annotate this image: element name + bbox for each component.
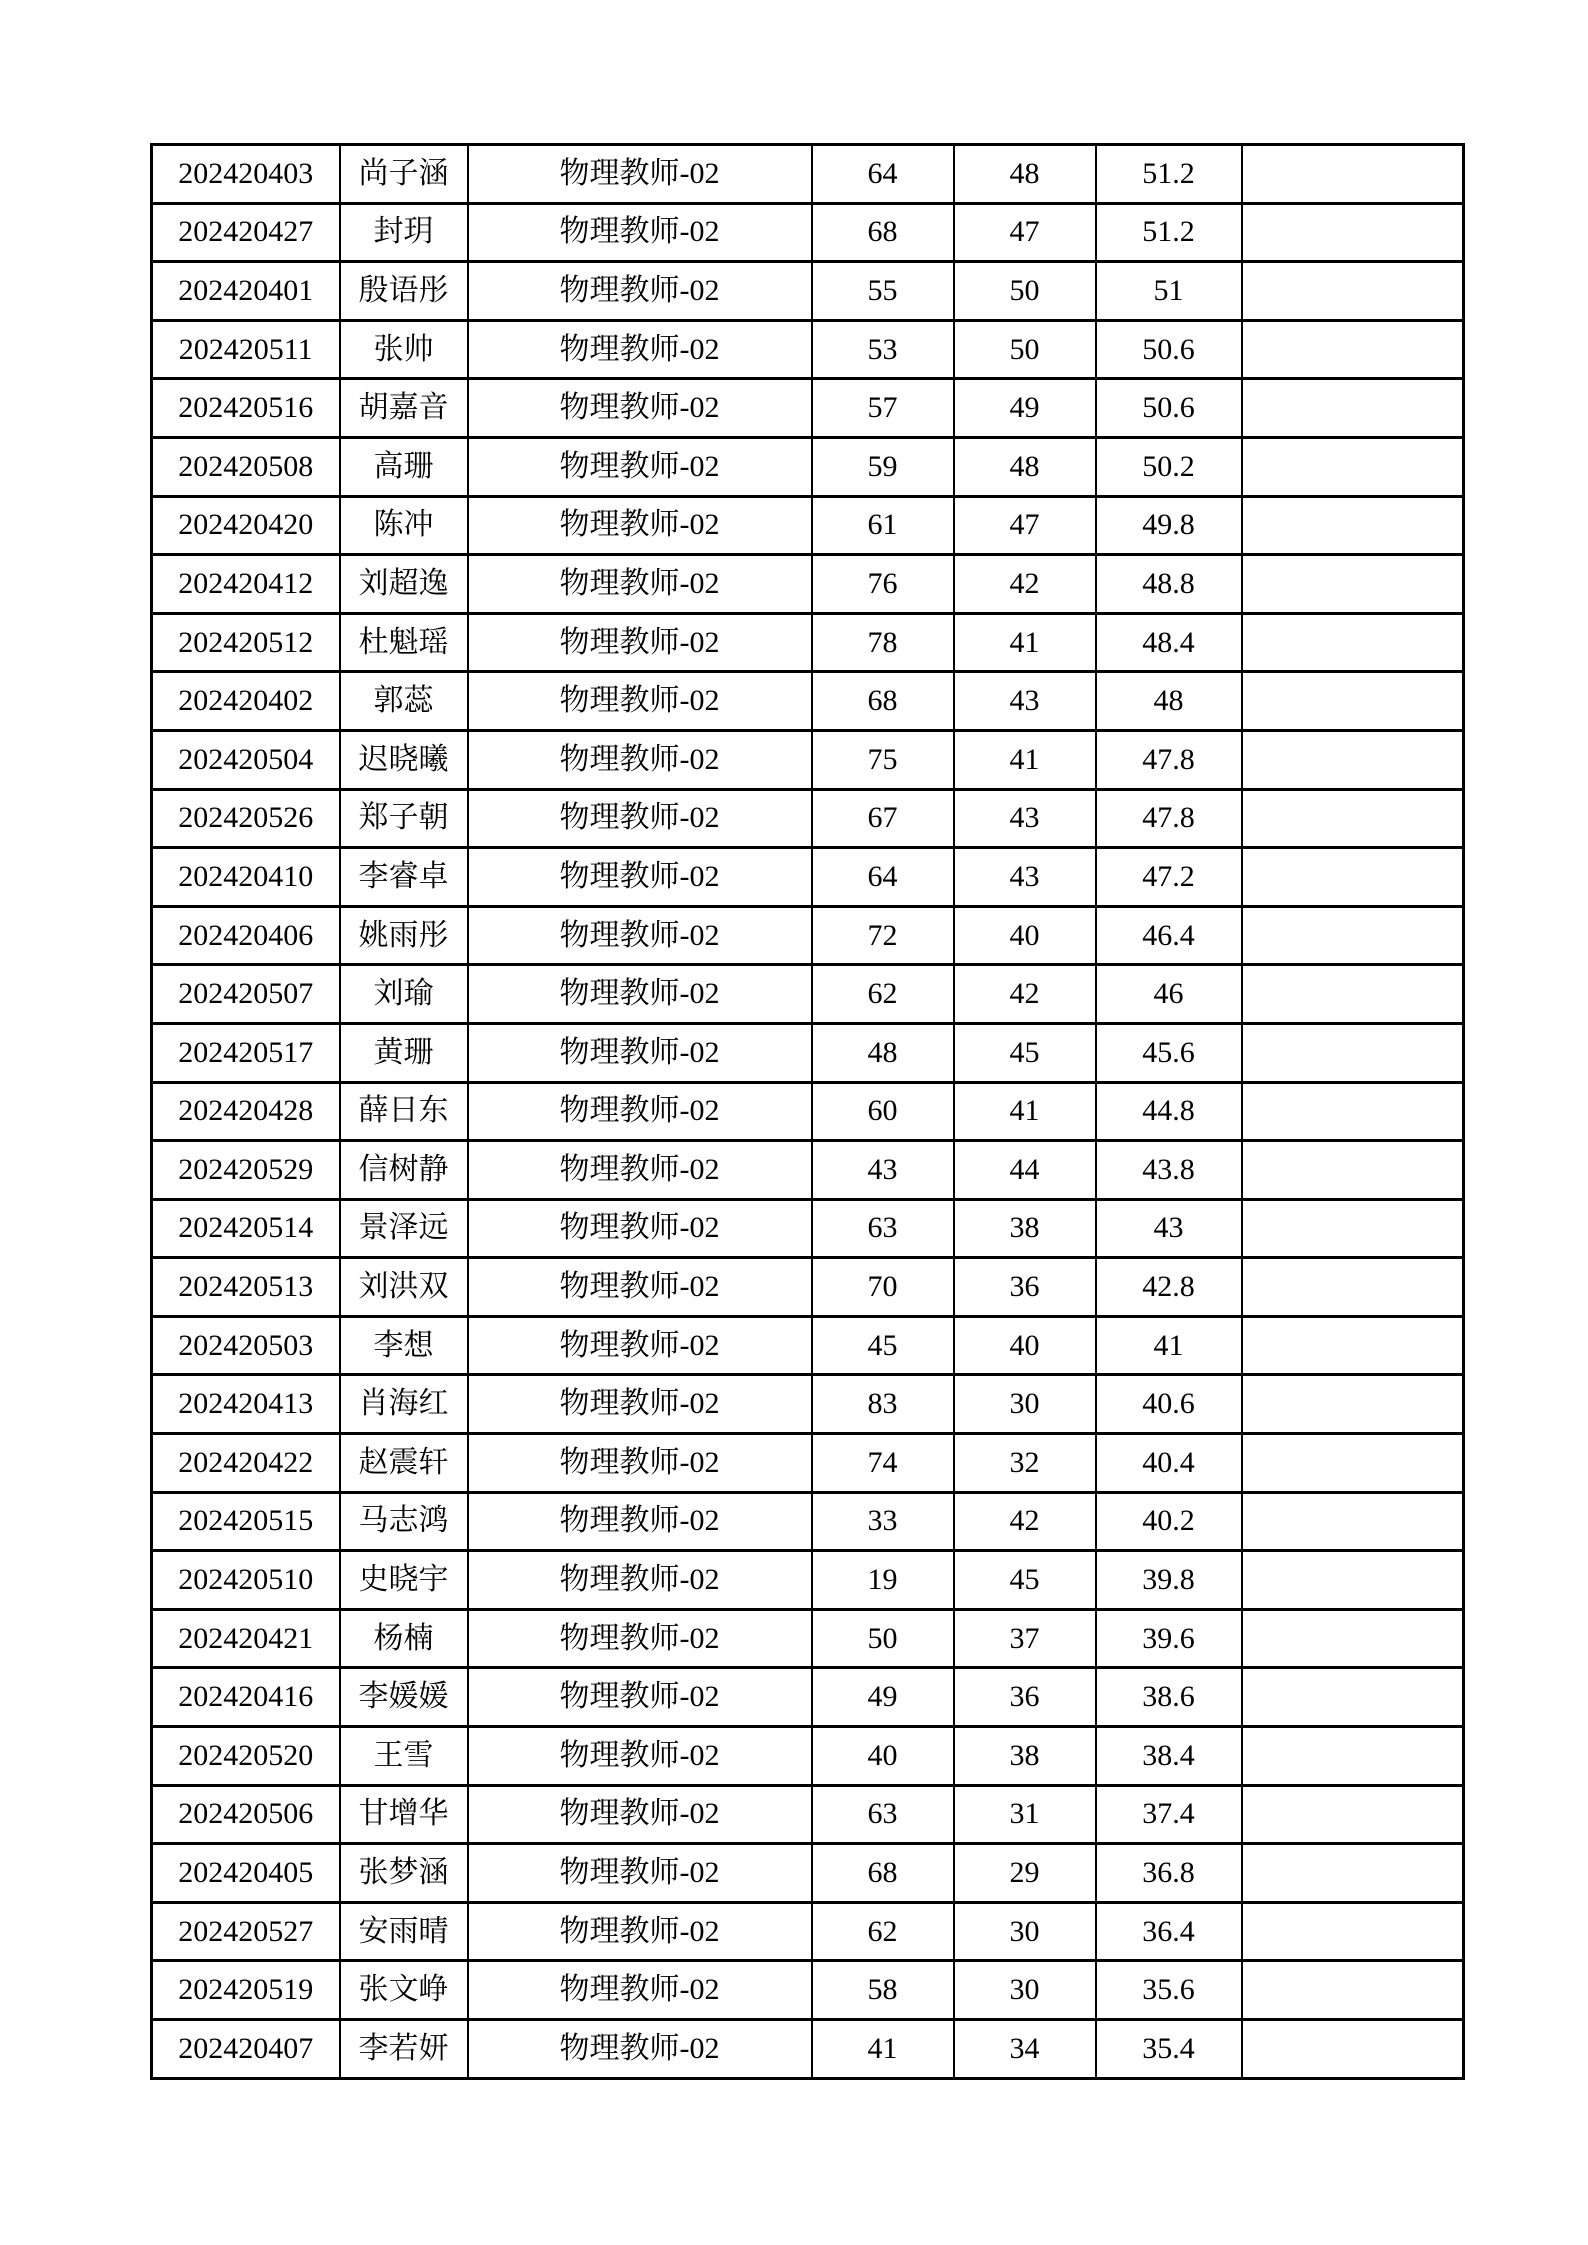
cell-position: 物理教师-02 [468,672,812,731]
cell-interview_score: 43 [954,848,1096,907]
cell-remark [1242,1727,1464,1786]
cell-position: 物理教师-02 [468,1023,812,1082]
cell-candidate_id: 202420402 [152,672,340,731]
cell-candidate_id: 202420511 [152,320,340,379]
cell-position: 物理教师-02 [468,1492,812,1551]
cell-name: 黄珊 [340,1023,468,1082]
cell-interview_score: 45 [954,1551,1096,1610]
cell-candidate_id: 202420516 [152,379,340,438]
table-row [152,2020,1464,2079]
cell-candidate_id: 202420517 [152,1023,340,1082]
cell-candidate_id: 202420504 [152,730,340,789]
cell-total_score: 36.8 [1096,1844,1242,1903]
cell-candidate_id: 202420416 [152,1668,340,1727]
cell-total_score: 46.4 [1096,906,1242,965]
cell-candidate_id: 202420403 [152,145,340,204]
cell-written_score: 67 [812,789,954,848]
table-row [152,1375,1464,1434]
cell-name: 殷语彤 [340,262,468,321]
cell-candidate_id: 202420519 [152,1961,340,2020]
cell-written_score: 33 [812,1492,954,1551]
cell-position: 物理教师-02 [468,145,812,204]
cell-candidate_id: 202420513 [152,1258,340,1317]
cell-name: 李睿卓 [340,848,468,907]
cell-interview_score: 42 [954,555,1096,614]
cell-written_score: 68 [812,1844,954,1903]
cell-candidate_id: 202420510 [152,1551,340,1610]
cell-name: 郭蕊 [340,672,468,731]
cell-written_score: 62 [812,1902,954,1961]
cell-name: 尚子涵 [340,145,468,204]
cell-interview_score: 47 [954,496,1096,555]
cell-interview_score: 43 [954,789,1096,848]
cell-interview_score: 50 [954,262,1096,321]
results-table-body [152,145,1464,2079]
cell-candidate_id: 202420410 [152,848,340,907]
cell-remark [1242,437,1464,496]
cell-position: 物理教师-02 [468,203,812,262]
cell-interview_score: 41 [954,1082,1096,1141]
cell-candidate_id: 202420427 [152,203,340,262]
cell-total_score: 36.4 [1096,1902,1242,1961]
cell-interview_score: 34 [954,2020,1096,2079]
table-row [152,1727,1464,1786]
cell-total_score: 47.2 [1096,848,1242,907]
cell-candidate_id: 202420421 [152,1609,340,1668]
cell-name: 郑子朝 [340,789,468,848]
cell-candidate_id: 202420422 [152,1434,340,1493]
cell-written_score: 40 [812,1727,954,1786]
cell-position: 物理教师-02 [468,379,812,438]
cell-position: 物理教师-02 [468,1609,812,1668]
table-row [152,613,1464,672]
cell-remark [1242,2020,1464,2079]
cell-total_score: 50.6 [1096,379,1242,438]
table-row [152,379,1464,438]
cell-total_score: 35.4 [1096,2020,1242,2079]
cell-remark [1242,145,1464,204]
cell-candidate_id: 202420413 [152,1375,340,1434]
cell-total_score: 40.2 [1096,1492,1242,1551]
cell-remark [1242,320,1464,379]
cell-name: 李想 [340,1316,468,1375]
cell-remark [1242,848,1464,907]
cell-interview_score: 44 [954,1141,1096,1200]
cell-remark [1242,1609,1464,1668]
table-row [152,555,1464,614]
cell-name: 张文峥 [340,1961,468,2020]
table-row [152,1082,1464,1141]
cell-candidate_id: 202420428 [152,1082,340,1141]
cell-name: 封玥 [340,203,468,262]
table-row [152,672,1464,731]
cell-written_score: 64 [812,848,954,907]
cell-position: 物理教师-02 [468,1902,812,1961]
cell-total_score: 45.6 [1096,1023,1242,1082]
cell-interview_score: 43 [954,672,1096,731]
cell-candidate_id: 202420526 [152,789,340,848]
cell-written_score: 19 [812,1551,954,1610]
cell-total_score: 46 [1096,965,1242,1024]
cell-written_score: 60 [812,1082,954,1141]
cell-total_score: 44.8 [1096,1082,1242,1141]
cell-name: 景泽远 [340,1199,468,1258]
cell-candidate_id: 202420515 [152,1492,340,1551]
cell-remark [1242,1785,1464,1844]
cell-position: 物理教师-02 [468,496,812,555]
cell-position: 物理教师-02 [468,1961,812,2020]
cell-interview_score: 36 [954,1258,1096,1317]
cell-total_score: 50.2 [1096,437,1242,496]
cell-remark [1242,730,1464,789]
cell-written_score: 74 [812,1434,954,1493]
cell-written_score: 63 [812,1199,954,1258]
cell-candidate_id: 202420529 [152,1141,340,1200]
table-row [152,789,1464,848]
table-row [152,1199,1464,1258]
cell-total_score: 48.4 [1096,613,1242,672]
cell-position: 物理教师-02 [468,730,812,789]
cell-total_score: 47.8 [1096,789,1242,848]
cell-interview_score: 40 [954,1316,1096,1375]
cell-candidate_id: 202420407 [152,2020,340,2079]
cell-candidate_id: 202420401 [152,262,340,321]
table-row [152,1785,1464,1844]
cell-name: 刘瑜 [340,965,468,1024]
cell-position: 物理教师-02 [468,2020,812,2079]
cell-interview_score: 50 [954,320,1096,379]
table-row [152,496,1464,555]
cell-name: 史晓宇 [340,1551,468,1610]
table-row [152,1902,1464,1961]
cell-written_score: 59 [812,437,954,496]
cell-candidate_id: 202420503 [152,1316,340,1375]
cell-name: 王雪 [340,1727,468,1786]
cell-name: 李媛媛 [340,1668,468,1727]
cell-interview_score: 48 [954,145,1096,204]
table-row [152,848,1464,907]
cell-name: 李若妍 [340,2020,468,2079]
cell-interview_score: 32 [954,1434,1096,1493]
cell-interview_score: 29 [954,1844,1096,1903]
cell-written_score: 83 [812,1375,954,1434]
cell-interview_score: 36 [954,1668,1096,1727]
table-row [152,965,1464,1024]
cell-written_score: 62 [812,965,954,1024]
cell-remark [1242,1258,1464,1317]
table-row [152,1316,1464,1375]
cell-remark [1242,496,1464,555]
cell-total_score: 49.8 [1096,496,1242,555]
cell-total_score: 39.6 [1096,1609,1242,1668]
cell-candidate_id: 202420512 [152,613,340,672]
cell-name: 刘洪双 [340,1258,468,1317]
cell-candidate_id: 202420506 [152,1785,340,1844]
cell-candidate_id: 202420520 [152,1727,340,1786]
cell-interview_score: 49 [954,379,1096,438]
cell-position: 物理教师-02 [468,906,812,965]
cell-name: 杨楠 [340,1609,468,1668]
cell-written_score: 50 [812,1609,954,1668]
cell-interview_score: 38 [954,1727,1096,1786]
cell-name: 张帅 [340,320,468,379]
cell-position: 物理教师-02 [468,1551,812,1610]
cell-position: 物理教师-02 [468,613,812,672]
cell-position: 物理教师-02 [468,1844,812,1903]
cell-remark [1242,1434,1464,1493]
cell-name: 甘增华 [340,1785,468,1844]
cell-candidate_id: 202420412 [152,555,340,614]
cell-name: 高珊 [340,437,468,496]
table-row [152,1141,1464,1200]
cell-position: 物理教师-02 [468,262,812,321]
cell-candidate_id: 202420420 [152,496,340,555]
table-row [152,1258,1464,1317]
cell-written_score: 63 [812,1785,954,1844]
cell-written_score: 41 [812,2020,954,2079]
cell-name: 赵震轩 [340,1434,468,1493]
cell-position: 物理教师-02 [468,1141,812,1200]
table-row [152,1492,1464,1551]
cell-written_score: 49 [812,1668,954,1727]
cell-position: 物理教师-02 [468,789,812,848]
cell-total_score: 43 [1096,1199,1242,1258]
cell-remark [1242,1082,1464,1141]
cell-remark [1242,1902,1464,1961]
cell-remark [1242,672,1464,731]
cell-remark [1242,1844,1464,1903]
cell-interview_score: 30 [954,1961,1096,2020]
cell-interview_score: 47 [954,203,1096,262]
table-row [152,320,1464,379]
table-row [152,906,1464,965]
cell-interview_score: 40 [954,906,1096,965]
cell-written_score: 70 [812,1258,954,1317]
cell-position: 物理教师-02 [468,848,812,907]
cell-written_score: 68 [812,203,954,262]
cell-remark [1242,1199,1464,1258]
cell-position: 物理教师-02 [468,320,812,379]
table-row [152,145,1464,204]
cell-interview_score: 31 [954,1785,1096,1844]
cell-name: 肖海红 [340,1375,468,1434]
cell-written_score: 64 [812,145,954,204]
cell-remark [1242,1492,1464,1551]
cell-written_score: 72 [812,906,954,965]
table-row [152,1609,1464,1668]
cell-name: 迟晓曦 [340,730,468,789]
table-row [152,1668,1464,1727]
cell-remark [1242,906,1464,965]
cell-total_score: 39.8 [1096,1551,1242,1610]
cell-remark [1242,1551,1464,1610]
cell-written_score: 55 [812,262,954,321]
cell-total_score: 40.4 [1096,1434,1242,1493]
cell-position: 物理教师-02 [468,1199,812,1258]
cell-name: 刘超逸 [340,555,468,614]
cell-name: 马志鸿 [340,1492,468,1551]
cell-position: 物理教师-02 [468,1668,812,1727]
cell-total_score: 51.2 [1096,145,1242,204]
cell-interview_score: 30 [954,1902,1096,1961]
cell-total_score: 48 [1096,672,1242,731]
cell-written_score: 68 [812,672,954,731]
cell-remark [1242,1961,1464,2020]
cell-name: 张梦涵 [340,1844,468,1903]
cell-position: 物理教师-02 [468,1785,812,1844]
results-table [150,143,1465,2080]
cell-total_score: 42.8 [1096,1258,1242,1317]
cell-remark [1242,1668,1464,1727]
cell-written_score: 43 [812,1141,954,1200]
cell-candidate_id: 202420406 [152,906,340,965]
cell-remark [1242,203,1464,262]
cell-interview_score: 42 [954,965,1096,1024]
table-row [152,1961,1464,2020]
cell-total_score: 43.8 [1096,1141,1242,1200]
cell-written_score: 75 [812,730,954,789]
cell-written_score: 48 [812,1023,954,1082]
cell-remark [1242,965,1464,1024]
cell-total_score: 48.8 [1096,555,1242,614]
cell-total_score: 41 [1096,1316,1242,1375]
cell-total_score: 38.6 [1096,1668,1242,1727]
cell-total_score: 47.8 [1096,730,1242,789]
table-row [152,730,1464,789]
cell-interview_score: 41 [954,613,1096,672]
cell-remark [1242,1141,1464,1200]
cell-remark [1242,613,1464,672]
cell-position: 物理教师-02 [468,1434,812,1493]
table-row [152,437,1464,496]
cell-name: 杜魁瑶 [340,613,468,672]
cell-candidate_id: 202420405 [152,1844,340,1903]
cell-interview_score: 38 [954,1199,1096,1258]
cell-written_score: 53 [812,320,954,379]
cell-remark [1242,1316,1464,1375]
cell-total_score: 50.6 [1096,320,1242,379]
cell-candidate_id: 202420507 [152,965,340,1024]
table-row [152,262,1464,321]
table-row [152,1434,1464,1493]
table-row [152,1551,1464,1610]
cell-written_score: 76 [812,555,954,614]
cell-interview_score: 41 [954,730,1096,789]
cell-remark [1242,1023,1464,1082]
cell-remark [1242,1375,1464,1434]
cell-total_score: 51.2 [1096,203,1242,262]
cell-interview_score: 45 [954,1023,1096,1082]
cell-name: 姚雨彤 [340,906,468,965]
cell-total_score: 38.4 [1096,1727,1242,1786]
cell-remark [1242,555,1464,614]
cell-candidate_id: 202420527 [152,1902,340,1961]
cell-name: 信树静 [340,1141,468,1200]
cell-interview_score: 37 [954,1609,1096,1668]
cell-remark [1242,789,1464,848]
cell-name: 安雨晴 [340,1902,468,1961]
cell-total_score: 35.6 [1096,1961,1242,2020]
cell-written_score: 61 [812,496,954,555]
cell-name: 胡嘉音 [340,379,468,438]
cell-candidate_id: 202420514 [152,1199,340,1258]
table-row [152,1844,1464,1903]
cell-remark [1242,262,1464,321]
cell-position: 物理教师-02 [468,1375,812,1434]
cell-interview_score: 48 [954,437,1096,496]
cell-position: 物理教师-02 [468,1258,812,1317]
cell-interview_score: 42 [954,1492,1096,1551]
cell-position: 物理教师-02 [468,1082,812,1141]
cell-interview_score: 30 [954,1375,1096,1434]
cell-written_score: 58 [812,1961,954,2020]
cell-written_score: 57 [812,379,954,438]
cell-position: 物理教师-02 [468,437,812,496]
cell-position: 物理教师-02 [468,965,812,1024]
cell-position: 物理教师-02 [468,1316,812,1375]
cell-position: 物理教师-02 [468,555,812,614]
cell-written_score: 45 [812,1316,954,1375]
cell-remark [1242,379,1464,438]
cell-written_score: 78 [812,613,954,672]
cell-position: 物理教师-02 [468,1727,812,1786]
cell-total_score: 51 [1096,262,1242,321]
cell-candidate_id: 202420508 [152,437,340,496]
cell-total_score: 40.6 [1096,1375,1242,1434]
cell-name: 薛日东 [340,1082,468,1141]
table-row [152,203,1464,262]
cell-total_score: 37.4 [1096,1785,1242,1844]
cell-name: 陈冲 [340,496,468,555]
table-row [152,1023,1464,1082]
